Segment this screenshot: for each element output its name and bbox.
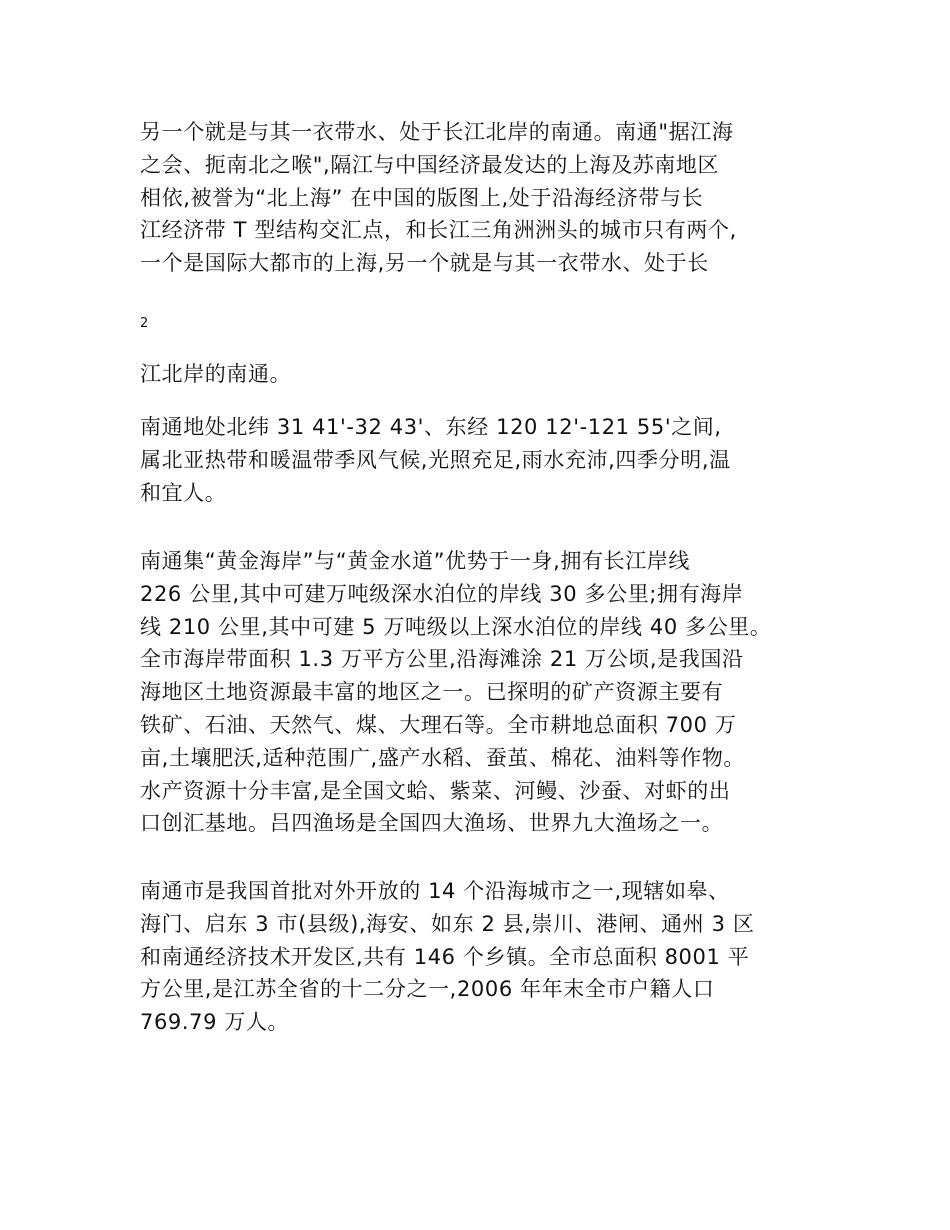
page-number: 2	[140, 316, 149, 331]
text-line: 线 210 公里,其中可建 5 万吨级以上深水泊位的岸线 40 多公里。	[140, 614, 772, 639]
paragraph-geography-climate	[140, 411, 820, 509]
text-line: 口创汇基地。吕四渔场是全国四大渔场、世界九大渔场之一。	[140, 811, 724, 836]
text-line: 769.79 万人。	[140, 1010, 290, 1035]
paragraph-page-continuation	[140, 358, 820, 391]
text-line: 海门、启东 3 市(县级),海安、如东 2 县,崇川、港闸、通州 3 区	[140, 911, 755, 936]
text-line: 铁矿、石油、天然气、煤、大理石等。全市耕地总面积 700 万	[140, 712, 737, 737]
text-line: 江北岸的南通。	[140, 362, 292, 386]
text-line: 一个是国际大都市的上海,另一个就是与其一衣带水、处于长	[140, 251, 709, 276]
paragraph-natural-resources	[140, 545, 820, 840]
text-line: 之会、扼南北之喉",隔江与中国经济最发达的上海及苏南地区	[140, 152, 720, 177]
paragraph-nantong-intro-continued	[140, 116, 820, 280]
text-line: 全市海岸带面积 1.3 万平方公里,沿海滩涂 21 万公顷,是我国沿	[140, 647, 744, 672]
text-line: 亩,土壤肥沃,适种范围广,盛产水稻、蚕茧、棉花、油料等作物。	[140, 745, 746, 770]
text-line: 南通市是我国首批对外开放的 14 个沿海城市之一,现辖如皋、	[140, 879, 730, 903]
text-line: 南通地处北纬 31 41'-32 43'、东经 120 12'-121 55'之间,	[140, 415, 722, 439]
text-line: 水产资源十分丰富,是全国文蛤、紫菜、河鳗、沙蚕、对虾的出	[140, 778, 731, 803]
text-line: 海地区土地资源最丰富的地区之一。已探明的矿产资源主要有	[140, 680, 724, 705]
text-line: 属北亚热带和暖温带季风气候,光照充足,雨水充沛,四季分明,温	[140, 447, 731, 472]
text-line: 相依,被誉为“北上海” 在中国的版图上,处于沿海经济带与长	[140, 185, 704, 210]
text-line: 另一个就是与其一衣带水、处于长江北岸的南通。南通"据江海	[140, 120, 734, 144]
text-line: 和南通经济技术开发区,共有 146 个乡镇。全市总面积 8001 平	[140, 944, 750, 969]
paragraph-administrative-divisions	[140, 875, 820, 1039]
text-line: 和宜人。	[140, 480, 227, 505]
text-line: 南通集“黄金海岸”与“黄金水道”优势于一身,拥有长江岸线	[140, 549, 690, 573]
text-line: 226 公里,其中可建万吨级深水泊位的岸线 30 多公里;拥有海岸	[140, 581, 744, 606]
text-line: 江经济带 T 型结构交汇点，和长江三角洲洲头的城市只有两个,	[140, 218, 737, 243]
text-line: 方公里,是江苏全省的十二分之一,2006 年年末全市户籍人口	[140, 977, 715, 1002]
